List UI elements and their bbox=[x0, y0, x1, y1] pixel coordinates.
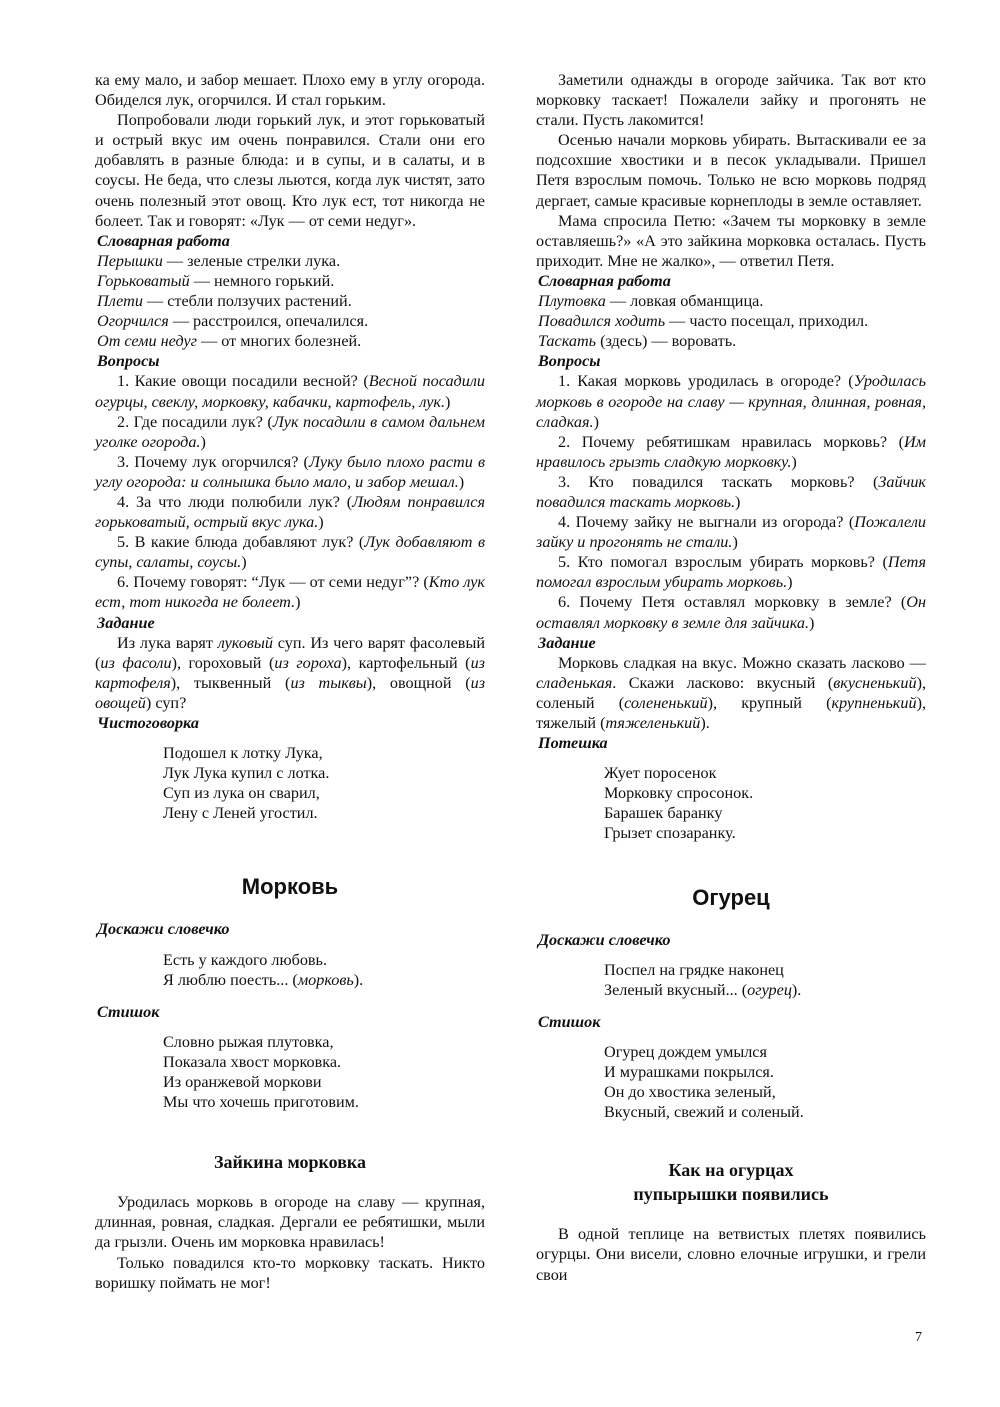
poem-line: Морковку спросонок. bbox=[604, 784, 754, 803]
cucumber-poem bbox=[536, 1042, 926, 1122]
task-text: Морковь сладкая на вкус. Можно сказать ласково — сладенькая. Скажи ласково: вкусный (вкусненький), соленый (солененький), крупный (крупненький), тяжелый (тяжеленький). bbox=[536, 653, 927, 732]
story-title: Зайкина морковка bbox=[213, 1152, 367, 1173]
poem-line: И мурашками покрылся. bbox=[604, 1063, 774, 1082]
left-column bbox=[95, 70, 485, 1293]
question-item: 3. Кто повадился таскать морковь? (Зайчик повадился таскать морковь.) bbox=[536, 472, 926, 511]
paragraph: Осенью начали морковь убирать. Вытаскивали ее за подсохшие хвостики и в песок укладывали. Пришел Петя взрослым помочь. Только не всю морковь подряд дергает, самые красивые корнеплоды в земле оставляет. bbox=[536, 131, 926, 210]
vocab-list bbox=[95, 251, 485, 351]
vocab-item: От семи недуг — от многих болезней. bbox=[97, 332, 362, 351]
paragraph: В одной теплице на ветвистых плетях появились огурцы. Они висели, словно елочные игрушки, и грели свои bbox=[536, 1225, 926, 1284]
poem-heading: Стишок bbox=[97, 1002, 160, 1021]
story-title-line: Как на огурцах bbox=[668, 1160, 794, 1181]
vocab-item: Плети — стебли ползучих растений. bbox=[97, 292, 352, 311]
nursery-rhyme-heading: Потешка bbox=[538, 734, 608, 753]
paragraph: Попробовали люди горький лук, и этот горьковатый и острый вкус им очень понравился. Стали они его добавлять в разные блюда: и в супы, и в салаты, и в соусы. Не беда, что слезы льются, когда лук чистят, зато очень полезный этот овощ. Кто лук ест, тот никогда не болеет. Так и говорят: «Лук — от семи недуг». bbox=[95, 111, 485, 230]
vocab-item: Плутовка — ловкая обманщица. bbox=[538, 292, 764, 311]
questions-list bbox=[536, 371, 926, 632]
riddle bbox=[95, 950, 485, 990]
poem-line: Из оранжевой моркови bbox=[163, 1073, 322, 1092]
questions-heading: Вопросы bbox=[97, 352, 160, 371]
paragraph: Уродилась морковь в огороде на славу — крупная, длинная, ровная, сладкая. Дергали ее ребятишки, мыли да грызли. Очень им морковка нравилась! bbox=[95, 1193, 485, 1252]
poem-line: Есть у каждого любовь. bbox=[163, 950, 327, 969]
section-title-cucumber: Огурец bbox=[692, 884, 770, 910]
question-item: 2. Почему ребятишкам нравилась морковь? (Им нравилось грызть сладкую морковку.) bbox=[536, 432, 926, 471]
carrot-poem bbox=[95, 1032, 485, 1112]
task-text: Из лука варят луковый суп. Из чего варят фасолевый (из фасоли), гороховый (из гороха), картофельный (из картофеля), тыквенный (из тыквы), овощной (из овощей) суп? bbox=[95, 633, 486, 712]
paragraph: ка ему мало, и забор мешает. Плохо ему в углу огорода. Обиделся лук, огорчился. И стал горьким. bbox=[95, 71, 485, 110]
poem-line: Грызет спозаранку. bbox=[604, 824, 736, 843]
poem-line: Показала хвост морковка. bbox=[163, 1052, 342, 1071]
vocab-item: Горьковатый — немного горький. bbox=[97, 271, 335, 290]
paragraph: Заметили однажды в огороде зайчика. Так вот кто морковку таскает! Пожалели зайку и прогонять не стали. Пусть лакомится! bbox=[536, 71, 926, 130]
question-item: 5. В какие блюда добавляют лук? (Лук добавляют в супы, салаты, соусы.) bbox=[95, 533, 486, 572]
paragraph: Мама спросила Петю: «Зачем ты морковку в земле оставляешь?» «А это зайкина морковка осталась. Пусть приходит. Мне не жалко», — ответил Петя. bbox=[536, 211, 926, 270]
question-item: 4. За что люди полюбили лук? (Людям понравился горьковатый, острый вкус лука.) bbox=[95, 492, 485, 532]
poem-line: Барашек баранку bbox=[604, 804, 723, 823]
task-heading: Задание bbox=[538, 633, 596, 652]
poem-line: Жует поросенок bbox=[604, 764, 717, 783]
paragraph: Только повадился кто-то морковку таскать. Никто воришку поймать не мог! bbox=[95, 1253, 485, 1292]
question-item: 5. Кто помогал взрослым убирать морковь? (Петя помогал взрослым убирать морковь.) bbox=[536, 553, 926, 592]
task-heading: Задание bbox=[97, 613, 155, 632]
right-column bbox=[536, 70, 926, 1285]
question-item: 2. Где посадили лук? (Лук посадили в самом дальнем уголке огорода.) bbox=[95, 412, 486, 451]
questions-heading: Вопросы bbox=[538, 352, 601, 371]
poem-line: Вкусный, свежий и соленый. bbox=[604, 1103, 804, 1122]
poem-line: Подошел к лотку Лука, bbox=[163, 744, 323, 763]
page-number: 7 bbox=[915, 1330, 922, 1345]
poem-line: Он до хвостика зеленый, bbox=[604, 1083, 776, 1102]
poem-line: Суп из лука он сварил, bbox=[163, 784, 320, 803]
question-item: 6. Почему Петя оставлял морковку в земле? (Он оставлял морковку в земле для зайчика.) bbox=[536, 593, 926, 632]
riddle bbox=[536, 960, 926, 1000]
finish-word-heading: Доскажи словечко bbox=[538, 930, 671, 949]
finish-word-heading: Доскажи словечко bbox=[97, 920, 230, 939]
vocab-item: Таскать (здесь) — воровать. bbox=[538, 332, 737, 351]
vocab-item: Перышки — зеленые стрелки лука. bbox=[97, 251, 341, 270]
question-item: 4. Почему зайку не выгнали из огорода? (Пожалели зайку и прогонять не стали.) bbox=[536, 513, 926, 552]
question-item: 3. Почему лук огорчился? (Луку было плохо расти в углу огорода: и солнышка было мало, и забор мешал.) bbox=[95, 452, 485, 491]
nursery-rhyme bbox=[536, 763, 926, 843]
story-title bbox=[536, 1158, 926, 1206]
tongue-twister bbox=[95, 743, 485, 823]
questions-list bbox=[95, 371, 485, 612]
tongue-twister-heading: Чистоговорка bbox=[97, 714, 199, 732]
poem-line: Зеленый вкусный... (огурец). bbox=[604, 980, 802, 999]
vocab-item: Огорчился — расстроился, опечалился. bbox=[97, 312, 369, 331]
vocab-heading: Словарная работа bbox=[538, 271, 671, 290]
question-item: 1. Какие овощи посадили весной? (Весной посадили огурцы, свеклу, морковку, кабачки, картофель, лук.) bbox=[95, 372, 485, 411]
story-title-line: пупырышки появились bbox=[633, 1184, 829, 1205]
section-title-carrot: Морковь bbox=[241, 874, 339, 900]
question-item: 6. Почему говорят: “Лук — от семи недуг”? (Кто лук ест, тот никогда не болеет.) bbox=[95, 573, 486, 612]
poem-line: Огурец дождем умылся bbox=[604, 1042, 767, 1061]
poem-heading: Стишок bbox=[538, 1012, 601, 1031]
poem-line: Лену с Леней угостил. bbox=[163, 804, 318, 823]
vocab-heading: Словарная работа bbox=[97, 231, 230, 250]
poem-line: Я люблю поесть... (морковь). bbox=[163, 970, 364, 989]
vocab-item: Повадился ходить — часто посещал, приходил. bbox=[538, 312, 869, 331]
question-item: 1. Какая морковь уродилась в огороде? (Уродилась морковь в огороде на славу — крупная, длинная, ровная, сладкая.) bbox=[536, 372, 926, 431]
poem-line: Словно рыжая плутовка, bbox=[163, 1032, 334, 1051]
poem-line: Мы что хочешь приготовим. bbox=[163, 1093, 359, 1112]
poem-line: Поспел на грядке наконец bbox=[604, 960, 784, 979]
vocab-list bbox=[536, 291, 926, 351]
poem-line: Лук Лука купил с лотка. bbox=[163, 764, 330, 783]
